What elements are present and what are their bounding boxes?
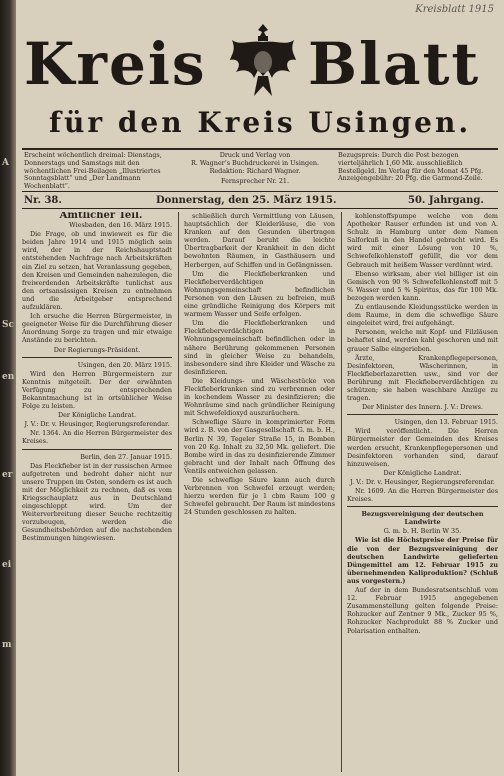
paragraph: Um die Fleckfieberkranken und Fleckfieberverdächtigen in Wohnungsgemeinschaft befindlichen Personen von den Läusen zu befreien, muß eine gründliche Reinigung des Körpers mit warmem Wasser und Seife erfolgen. [184,269,335,319]
paragraph: Auf der in dem Bundesratsentschluß vom 12. Februar 1915 angegebenen Zusammenstellung gelten folgende Preise: Rohzucker auf Zentner 9 Mk., Zucker 95 %, Rohzucker Nachprodukt 88 % Zucker und Polarisation enthalten. [347,586,498,635]
paragraph: Usingen, den 13. Februar 1915. [394,418,498,427]
paragraph: Usingen, den 20. März 1915. [77,360,172,369]
pencil-note: Kreisblatt 1915 [415,4,494,15]
paragraph: Die Kleidungs- und Wäschestücke von Fleckfieberkranken sind zu verbrennen oder in kochendem Wasser zu desinfizieren; die Wohnräume sind nach gründlicher Reinigung mit Schwefeldioxyd auszuräuchern. [184,376,335,418]
paragraph: Personen, welche mit Kopf- und Filzläusen behaftet sind, werden kahl geschoren und mit grauer Salbe eingerieben. [347,328,498,353]
masthead-title-left: Kreis [24,30,207,98]
paragraph: Wird veröffentlicht. Die Herren Bürgermeister der Gemeinden des Kreises werden ersucht, Krankenpflegepersonen und Desinfektoren vorhanden sind, darauf hinzuweisen. [347,427,498,468]
paragraph: G. m. b. H. Berlin W 35. [383,527,462,536]
signature: Der Regierungs-Präsident. [53,345,141,354]
paragraph: Wie ist die Höchstpreise der Preise für die von der Bezugsvereinigung der deutschen Landwirte gelieferten Düngemittel am 12. Februar 1915 zu übernehmenden Kaliproduktion? (Schluß aus vorgestern.) [347,536,498,585]
edge-fragment: ei [2,560,12,570]
divider [22,449,172,450]
paragraph: Ebenso wirksam, aber viel billiger ist ein Gemisch von 90 % Schwefelkohlenstoff mit 5 % Wasser und 5 % Spiritus, das für 100 Mk. bezogen werden kann. [347,269,498,302]
paragraph: kohlenstoffspumpe welche von dem Apotheker Rauser erfunden ist und von A. Schulz in Hamburg unter dem Namen Salforkuß in den Handel gebracht wird. Es wird mit einer Lösung von 10 %, Schwefelkohlenstoff gefüllt, die vor dem Gebrauch mit heißem Wasser verdünnt wird. [347,212,498,269]
paragraph: Ärzte, Krankenpflegepersonen, Desinfektoren, Wäscherinnen, in Fleckfieberlazaretten usw., sind vor der Berührung mit Fleckfieberverdächtigen zu schützen; sie haben waschbare Anzüge zu tragen. [347,353,498,403]
publisher-info [180,152,330,186]
divider [347,414,498,415]
phone-line: Fernsprecher Nr. 21. [221,177,289,186]
publication-info: Erscheint wöchentlich dreimal: Dienstags, Donnerstags und Samstags mit den wöchentlichen Frei-Beilagen „Illustriertes Sonntagsblatt“ und „Der Landmann Wochenblatt“. [24,151,162,191]
edge-fragment: en [2,372,15,382]
signature: J. V.: Dr. v. Heusinger, Regierungsreferendar. [24,420,170,429]
issue-year: 50. Jahrgang. [408,195,484,206]
binding-edge [0,0,16,776]
column-rule [178,212,179,772]
divider [22,357,172,358]
section-heading: Amtlicher Teil. [59,212,143,221]
paragraph: Wiesbaden, den 16. März 1915. [69,221,172,230]
section-heading: Bezugsvereinigung der deutschen Landwirte [361,510,484,527]
masthead-subtitle: für den Kreis Usingen. [48,106,472,139]
column-2 [184,212,335,772]
divider [347,506,498,507]
divider [22,191,498,192]
paragraph: Die Frage, ob und inwieweit es für die beiden Jahre 1914 und 1915 möglich sein wird, der in der Reichshauptstadt entstehenden Nachfrage nach Arbeitskräften ein Ziel zu setzen, hat Veranlassung gegeben, den Kreisen und Gemeinden nahezulegen, die freiwerdenden Arbeitskräfte tunlichst aus den ortsansässigen Kreisen zu entnehmen und die Arbeitgeber entsprechend aufzuklären. [22,230,172,312]
column-1 [22,212,172,772]
issue-number: Nr. 38. [24,195,62,206]
paragraph: Nr. 1609. An die Herren Bürgermeister des Kreises. [347,487,498,504]
paragraph: Ich ersuche die Herren Bürgermeister, in geeigneter Weise für die Durchführung dieser Anordnung Sorge zu tragen und mir etwaige Anstände zu berichten. [22,312,172,345]
subscription-info: Bezugspreis: Durch die Post bezogen vierteljährlich 1,60 Mk. ausschließlich Bestellgeld. Im Verlag für den Monat 45 Pfg. Anzeigengebühr: 20 Pfg. die Garmond-Zeile. [338,151,484,183]
signature: Der Königliche Landrat. [383,468,462,477]
issue-date: Donnerstag, den 25. März 1915. [156,195,337,206]
edge-fragment: Sc [2,320,14,330]
column-rule [341,212,342,772]
paragraph: Schweflige Säure in komprimierter Form wird z. B. von der Gasgesellschaft G. m. b. H., Berlin N 39, Tegeler Straße 15, in Bomben von 20 Kg. Inhalt zu 32,50 Mk. geliefert. Die Bombe wird in das zu desinfizierende Zimmer gebracht und der Inhalt nach Öffnung des Ventils entweichen gelassen. [184,418,335,475]
edge-fragment: er [2,470,13,480]
paragraph: Zu entlausende Kleidungsstücke werden in dem Raume, in dem die schweflige Säure eingeleitet wird, frei aufgehängt. [347,303,498,328]
signature: J. V.: Dr. v. Heusinger, Regierungsreferendar. [350,477,495,486]
newspaper-page [16,0,504,776]
paragraph: Die schweflige Säure kann auch durch Verbrennen von Schwefel erzeugt werden; hierzu werden für je 1 cbm Raum 100 g Schwefel gebraucht. Der Raum ist mindestens 24 Stunden geschlossen zu halten. [184,476,335,517]
divider [22,148,498,150]
paragraph: Um die Fleckfieberkranken und Fleckfieberverdächtigen in Wohnungsgemeinschaft befindlichen oder in nähere Berührung gekommenen Personen sind in gleicher Weise zu behandeln, insbesondere sind ihre Kleider und Wäsche zu desinfizieren. [184,319,335,376]
paragraph: Das Fleckfieber ist in der russischen Armee aufgetreten und bedroht daher nicht nur unsere Truppen im Osten, sondern es ist auch mit der Möglichkeit zu rechnen, daß es vom Kriegsschauplatz aus in Deutschland eingeschleppt wird. Um der Weiterverbreitung dieser Seuche rechtzeitig vorzubeugen, werden die Gesundheitsbehörden auf die nachstehenden Bestimmungen hingewiesen. [22,461,172,543]
column-3 [347,212,498,772]
signature: Der Minister des Innern. J. V.: Drews. [362,403,483,412]
publisher-line: R. Wagner’s Buchdruckerei in Usingen. [190,158,320,167]
edge-fragment: m [2,640,12,650]
divider [22,208,498,209]
editor-line: Redaktion: Richard Wagner. [209,166,301,175]
signature: Der Königliche Landrat. [57,411,136,420]
imperial-eagle-icon [228,20,298,102]
edge-fragment: A [2,158,9,168]
paragraph: Wird den Herren Bürgermeistern zur Kenntnis mitgeteilt. Der der erwähnten Verfügung zu entsprechenden Bekanntmachung ist in ortsüblicher Weise Folge zu leisten. [22,369,172,411]
paragraph: Nr. 1364. An die Herren Bürgermeister des Kreises. [22,429,172,446]
paragraph: Berlin, den 27. Januar 1915. [80,452,172,461]
masthead-title-right: Blatt [308,30,481,98]
publisher-line: Druck und Verlag von [219,151,291,159]
paragraph: schließlich durch Vermittlung von Läusen, hauptsächlich der Kleiderläuse, die von Kranken auf den Gesunden übertragen werden. Darauf beruht die leichte Übertragbarkeit der Krankheit in den dicht bewohnten Räumen, in Gasthäusern und Herbergen, auf Schiffen und in Gefängnissen. [184,212,335,269]
